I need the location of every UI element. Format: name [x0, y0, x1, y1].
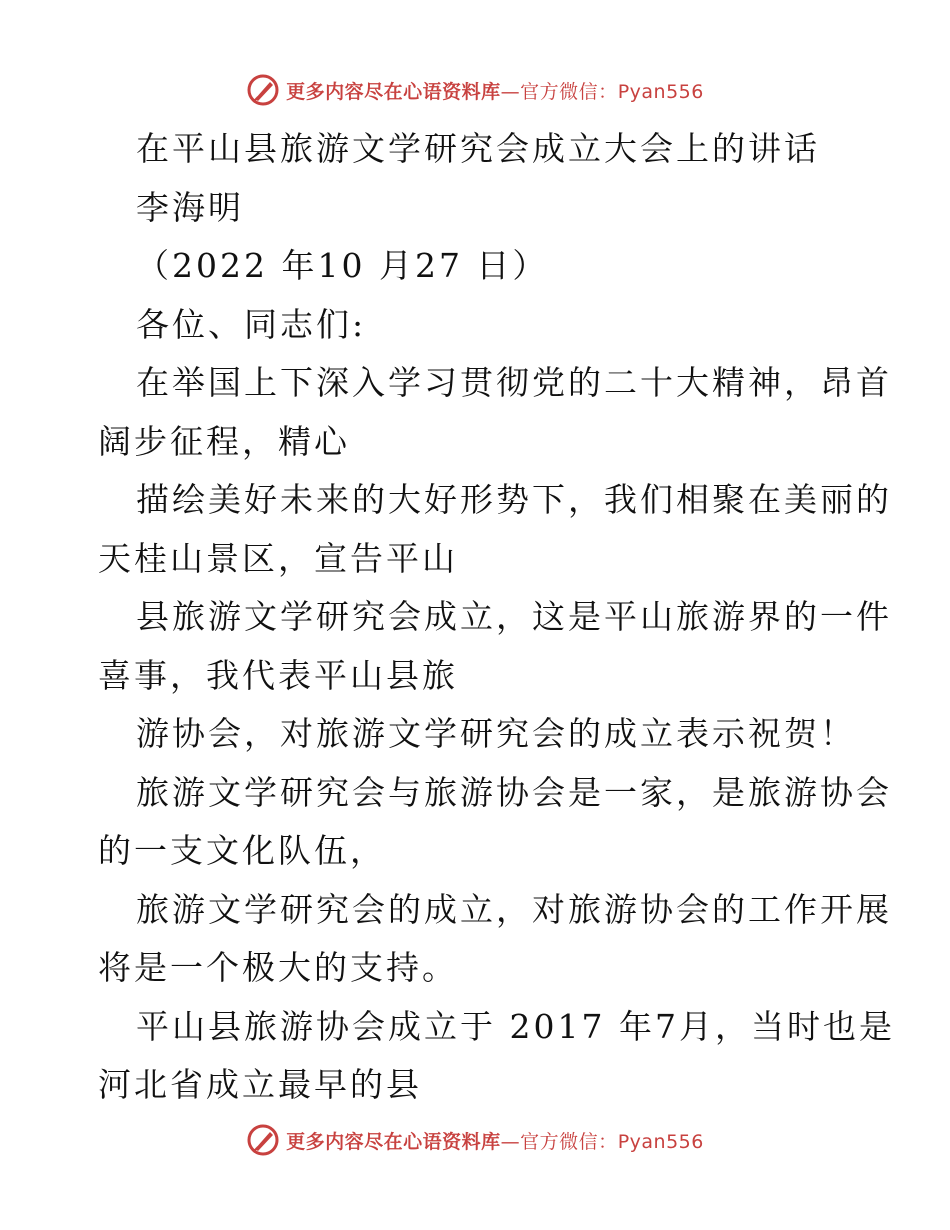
watermark-separator: —官方微信： [500, 80, 618, 103]
watermark-text [286, 77, 704, 104]
text-line: 在平山县旅游文学研究会成立大会上的讲话 [136, 129, 820, 168]
text-line: 描绘美好未来的大好形势下，我们相聚在美丽的 [136, 480, 892, 519]
text-line: 各位、同志们: [136, 304, 367, 344]
text-line: 天桂山景区，宣告平山 [98, 538, 458, 578]
text-line: 在举国上下深入学习贯彻党的二十大精神，昂首 [136, 363, 892, 402]
text-line: 县旅游文学研究会成立，这是平山旅游界的一件 [136, 597, 892, 636]
watermark-text [286, 1127, 704, 1154]
text-line: 游协会，对旅游文学研究会的成立表示祝贺！ [136, 714, 856, 753]
text-line: 喜事，我代表平山县旅 [98, 655, 458, 695]
watermark-library-name: 更多内容尽在心语资料库 [286, 80, 501, 103]
quill-logo-icon [246, 73, 280, 107]
text-line: 旅游文学研究会与旅游协会是一家，是旅游协会 [136, 772, 892, 812]
watermark-wechat-id: Pyan556 [617, 1130, 704, 1153]
header-watermark [0, 70, 950, 110]
watermark-separator: —官方微信： [500, 1130, 618, 1153]
footer-watermark [0, 1120, 950, 1160]
text-line: 平山县旅游协会成立于 2017 年7月，当时也是 [136, 1006, 895, 1046]
text-line: 旅游文学研究会的成立，对旅游协会的工作开展 [136, 889, 892, 929]
text-line: 李海明 [136, 187, 244, 227]
quill-logo-icon [246, 1123, 280, 1157]
text-line: 河北省成立最早的县 [98, 1065, 422, 1104]
text-line: 阔步征程，精心 [98, 421, 350, 461]
text-line: （2022 年10 月27 日） [136, 246, 549, 285]
document-body [98, 120, 895, 1115]
watermark-library-name: 更多内容尽在心语资料库 [286, 1130, 501, 1153]
watermark-wechat-id: Pyan556 [617, 80, 704, 103]
text-line: 将是一个极大的支持。 [98, 948, 458, 987]
text-line: 的一支文化队伍， [98, 831, 386, 870]
